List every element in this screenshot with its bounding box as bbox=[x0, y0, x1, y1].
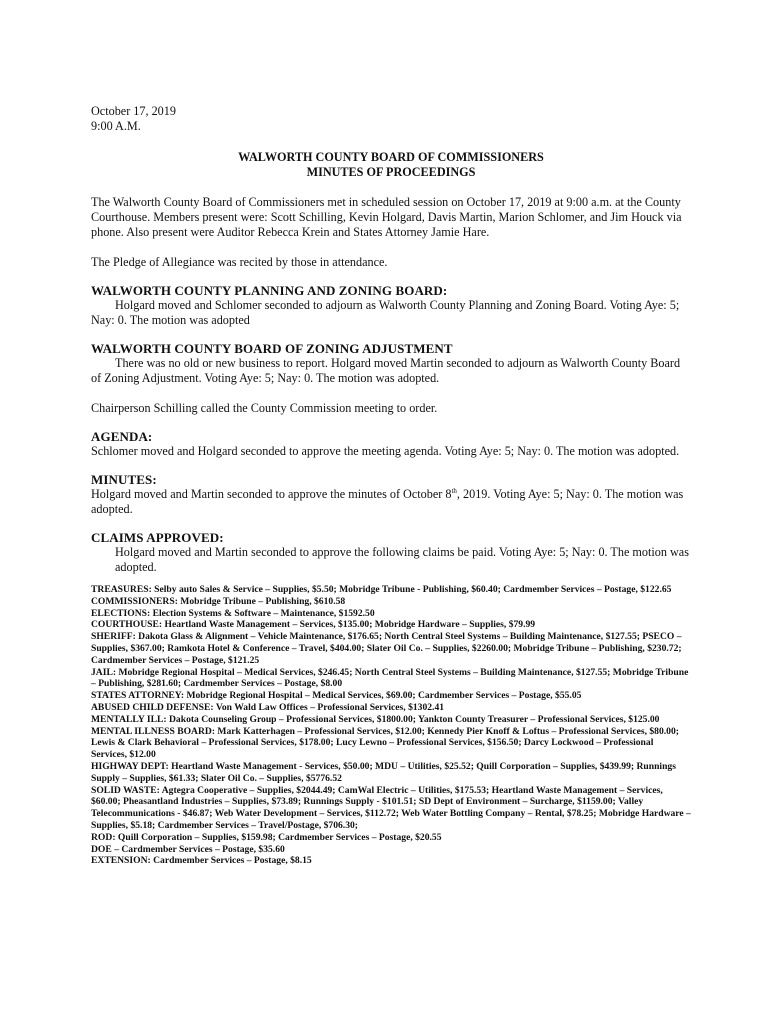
agenda-heading: AGENDA: bbox=[91, 429, 153, 444]
meeting-date: October 17, 2019 bbox=[91, 104, 176, 118]
claims-list bbox=[91, 584, 691, 867]
claim-entry: EXTENSION: Cardmember Services – Postage, $8.15 bbox=[91, 855, 312, 867]
claim-entry: DOE – Cardmember Services – Postage, $35.60 bbox=[91, 843, 285, 855]
claims-heading: CLAIMS APPROVED: bbox=[91, 530, 224, 545]
claim-entry: STATES ATTORNEY: Mobridge Regional Hospital – Medical Services, $69.00; Cardmember Services – Postage, $55.05 bbox=[91, 690, 582, 702]
claim-entry: COMMISSIONERS: Mobridge Tribune – Publishing, $610.58 bbox=[91, 595, 346, 607]
planning-text: Holgard moved and Schlomer seconded to adjourn as Walworth County Planning and Zoning Board. Voting Aye: 5; Nay: 0. The motion was adopted bbox=[91, 298, 680, 327]
minutes-text-after: , 2019. Voting Aye: 5; Nay: 0. The motion was adopted. bbox=[91, 487, 684, 516]
claim-entry: ROD: Quill Corporation – Supplies, $159.98; Cardmember Services – Postage, $20.55 bbox=[91, 831, 442, 843]
pledge-paragraph: The Pledge of Allegiance was recited by those in attendance. bbox=[91, 255, 388, 269]
document-title: WALWORTH COUNTY BOARD OF COMMISSIONERS bbox=[238, 150, 544, 164]
claim-entry: HIGHWAY DEPT: Heartland Waste Management - Services, $50.00; MDU – Utilities, $25.52; Quill Corporation – Supplies, $439.99; Runnings Supply – Supplies, $61.33; Slater Oil Co. – Supplies, $5776.52 bbox=[91, 760, 676, 784]
claims-approved-text: Holgard moved and Martin seconded to approve the following claims be paid. Voting Aye: 5; Nay: 0. The motion was adopted. bbox=[115, 545, 689, 574]
claim-entry: COURTHOUSE: Heartland Waste Management – Services, $135.00; Mobridge Hardware – Supplies, $79.99 bbox=[91, 619, 536, 631]
minutes-document bbox=[91, 104, 691, 867]
minutes-text-before: Holgard moved and Martin seconded to approve the minutes of October 8 bbox=[91, 487, 452, 501]
claim-entry: ABUSED CHILD DEFENSE: Von Wald Law Offices – Professional Services, $1302.41 bbox=[91, 701, 445, 713]
minutes-text-sup: th bbox=[451, 486, 457, 495]
chair-paragraph: Chairperson Schilling called the County Commission meeting to order. bbox=[91, 401, 438, 415]
claim-entry: SOLID WASTE: Agtegra Cooperative – Supplies, $2044.49; CamWal Electric – Utilities, $175.53; Heartland Waste Management – Services, $60.00; Pheasantland Industries – Supplies, $73.89; Runnings Supply - $101.51; SD Dept of Environment – Surcharge, $1159.00; Valley Telecommunications - $46.87; Web Water Development – Services, $112.72; Web Water Bottling Company – Rental, $78.25; Mobridge Hardware – Supplies, $5.18; Cardmember Services – Travel/Postage, $706.30; bbox=[91, 784, 691, 831]
minutes-heading: MINUTES: bbox=[91, 472, 157, 487]
claim-entry: SHERIFF: Dakota Glass & Alignment – Vehicle Maintenance, $176.65; North Central Steel Systems – Building Maintenance, $127.55; PSECO – Supplies, $367.00; Ramkota Hotel & Conference – Travel, $404.00; Slater Oil Co. – Supplies, $2260.00; Mobridge Tribune – Publishing, $230.72; Cardmember Services – Postage, $121.25 bbox=[91, 631, 682, 666]
zoning-text: There was no old or new business to report. Holgard moved Martin seconded to adjourn as Walworth County Board of Zoning Adjustment. Voting Aye: 5; Nay: 0. The motion was adopted. bbox=[91, 356, 681, 385]
intro-paragraph: The Walworth County Board of Commissioners met in scheduled session on October 17, 2019 at 9:00 a.m. at the County Courthouse. Members present were: Scott Schilling, Kevin Holgard, Davis Martin, Marion Schlomer, and Jim Houck via phone. Also present were Auditor Rebecca Krein and States Attorney Jamie Hare. bbox=[91, 195, 682, 239]
agenda-text: Schlomer moved and Holgard seconded to approve the meeting agenda. Voting Aye: 5; Nay: 0. The motion was adopted. bbox=[91, 444, 680, 458]
claim-entry: MENTAL ILLNESS BOARD: Mark Katterhagen – Professional Services, $12.00; Kennedy Pier Knoff & Loftus – Professional Services, $80.00; Lewis & Clark Behavioral – Professional Services, $178.00; Lucy Lewno – Professional Services, $156.50; Darcy Lockwood – Professional Services, $12.00 bbox=[91, 725, 679, 761]
claim-entry: JAIL: Mobridge Regional Hospital – Medical Services, $246.45; North Central Steel Systems – Building Maintenance, $127.55; Mobridge Tribune – Publishing, $281.60; Cardmember Services – Postage, $8.00 bbox=[91, 666, 689, 690]
claim-entry: ELECTIONS: Election Systems & Software – Maintenance, $1592.50 bbox=[91, 607, 375, 619]
planning-heading: WALWORTH COUNTY PLANNING AND ZONING BOARD: bbox=[91, 283, 448, 298]
zoning-heading: WALWORTH COUNTY BOARD OF ZONING ADJUSTMENT bbox=[91, 341, 453, 356]
claim-entry: TREASURES: Selby auto Sales & Service – Supplies, $5.50; Mobridge Tribune - Publishing, $60.40; Cardmember Services – Postage, $122.65 bbox=[91, 584, 672, 595]
meeting-time: 9:00 A.M. bbox=[91, 119, 141, 133]
minutes-text bbox=[91, 487, 691, 517]
document-subtitle: MINUTES OF PROCEEDINGS bbox=[306, 165, 476, 179]
claim-entry: MENTALLY ILL: Dakota Counseling Group – Professional Services, $1800.00; Yankton County Treasurer – Professional Services, $125.00 bbox=[91, 713, 660, 725]
